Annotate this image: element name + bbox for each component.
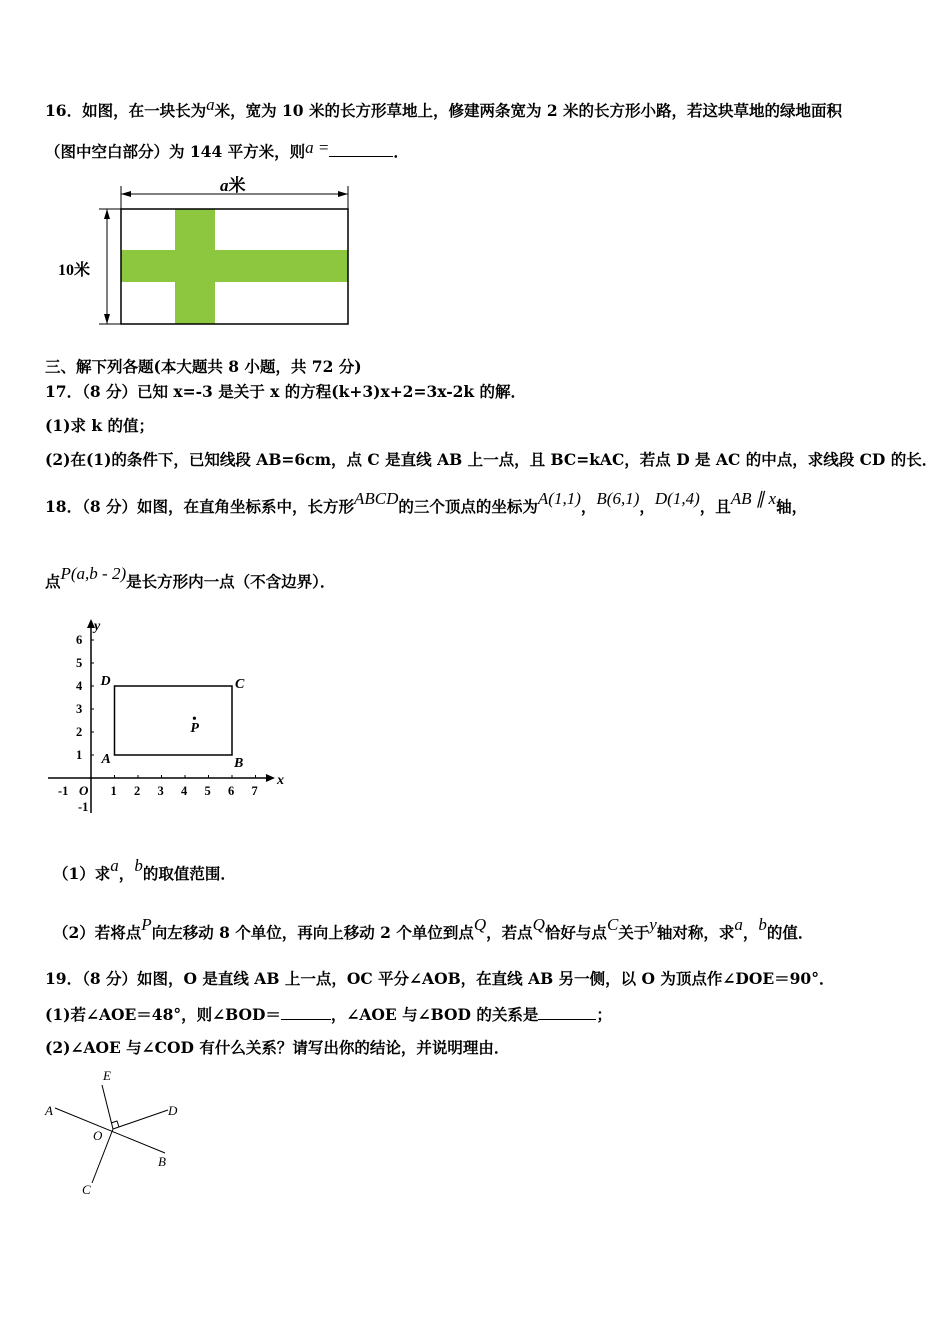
x-axis-label: x [277, 773, 284, 788]
q17-part1: (1)求 k 的值； [45, 416, 154, 435]
x-axis-arrow [266, 774, 275, 782]
x-tick-label: 7 [251, 784, 258, 798]
y-tick-label: 5 [76, 656, 83, 670]
rectangle-ABCD [115, 686, 233, 755]
q18-parallel: AB ∥ x [730, 489, 777, 508]
q16-answer-blank[interactable] [329, 140, 393, 157]
q19-angle-figure [40, 1065, 190, 1200]
q18-line2: 点P(a,b - 2)是长方形内一点（不含边界）． [45, 564, 336, 591]
q16-figure [55, 172, 365, 332]
q16-line2: （图中空白部分）为 144 平方米，则a = ． [45, 138, 409, 161]
q19-label-O: O [93, 1128, 103, 1143]
neg-y-tick-label: -1 [78, 800, 89, 814]
q18-point-A: A(1,1) [537, 489, 581, 508]
q19-label-C: C [82, 1182, 91, 1197]
q16-line1: 16．如图，在一块长为a米，宽为 10 米的长方形草地上，修建两条宽为 2 米的长方形小路，若这块草地的绿地面积 [45, 95, 843, 120]
point-P-label: P [190, 721, 199, 737]
q19-label-E: E [103, 1068, 111, 1083]
q19-stem: 19．（8 分）如图，O 是直线 AB 上一点，OC 平分∠AOB，在直线 AB 另一侧，以 O 为顶点作∠DOE＝90°． [45, 969, 835, 988]
q18-sub2: （2）若将点P向左移动 8 个单位，再向上移动 2 个单位到点Q，若点Q恰好与点C关于y轴对称，求a，b的值． [53, 915, 814, 942]
q19-label-A: A [45, 1103, 53, 1118]
vertex-C-label: C [235, 677, 245, 692]
q16-var-a: a [206, 95, 215, 114]
y-tick-label: 6 [76, 633, 83, 647]
q19-blank-bod[interactable] [281, 1003, 331, 1020]
q19-part1: (1)若∠AOE＝48°，则∠BOD＝ ，∠AOE 与∠BOD 的关系是 ； [45, 1005, 612, 1024]
origin-label: O [79, 783, 89, 798]
y-tick-label: 2 [76, 725, 83, 739]
q18-point-B: B(6,1) [596, 489, 640, 508]
q16-top-label: a米 [220, 176, 246, 195]
q19-part2: (2)∠AOE 与∠COD 有什么关系？请写出你的结论，并说明理由． [45, 1038, 510, 1057]
q16-eq-a: a = [305, 138, 330, 157]
q19-line-AB [55, 1108, 165, 1153]
x-tick-label: 4 [181, 784, 188, 798]
x-tick-label: 5 [204, 784, 211, 798]
q18-line1: 18．（8 分）如图，在直角坐标系中，长方形ABCD的三个顶点的坐标为A(1,1)，B(6,1)，D(1,4)，且AB ∥ x轴， [45, 489, 808, 516]
y-axis-label: y [94, 619, 101, 634]
q16-side-label: 10米 [58, 262, 91, 279]
q19-label-B: B [158, 1154, 166, 1169]
q18-coordinate-graph [45, 615, 285, 825]
x-tick-label: 3 [157, 784, 164, 798]
y-tick-label: 1 [76, 748, 83, 762]
q18-point-P: P(a,b - 2) [60, 564, 127, 583]
x-tick-label: 6 [228, 784, 235, 798]
q19-label-D: D [168, 1103, 178, 1118]
x-tick-label: 1 [110, 784, 117, 798]
q17-part2: (2)在(1)的条件下，已知线段 AB=6cm，点 C 是直线 AB 上一点，且 BC=kAC，若点 D 是 AC 的中点，求线段 CD 的长． [45, 450, 938, 469]
q17-stem: 17．（8 分）已知 x=-3 是关于 x 的方程(k+3)x+2=3x-2k 的解． [45, 382, 527, 401]
vertex-B-label: B [234, 756, 244, 771]
q19-ray-OD [113, 1110, 168, 1129]
point-P-dot [193, 717, 196, 720]
neg-x-tick-label: -1 [58, 784, 69, 798]
q16-horizontal-path [121, 250, 348, 282]
vertex-D-label: D [100, 674, 111, 689]
y-tick-label: 3 [76, 702, 83, 716]
vertex-A-label: A [101, 752, 111, 767]
x-tick-label: 2 [134, 784, 141, 798]
section3-title: 三、解下列各题(本大题共 8 小题，共 72 分) [45, 357, 362, 376]
q18-point-D: D(1,4) [654, 489, 700, 508]
q18-sub1: （1）求a，b的取值范围． [53, 856, 236, 883]
q19-blank-relation[interactable] [538, 1003, 596, 1020]
y-tick-label: 4 [76, 679, 83, 693]
